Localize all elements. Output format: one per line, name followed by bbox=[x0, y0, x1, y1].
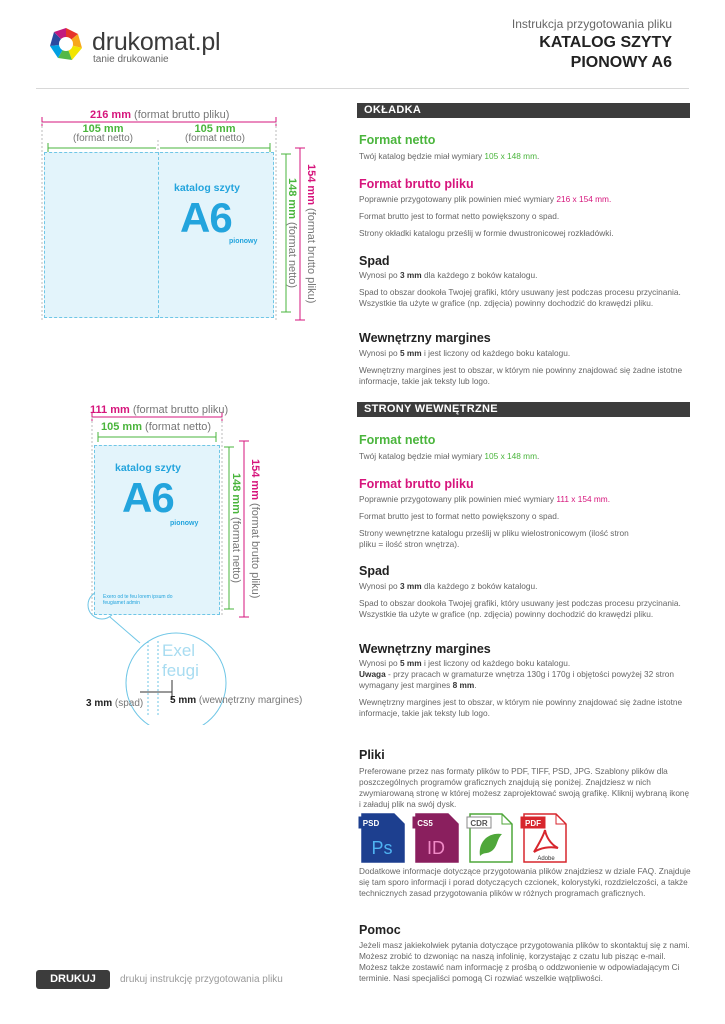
svg-text:ID: ID bbox=[427, 838, 445, 858]
inner-sample-text: Exero od te feu lorem ipsum do feugiamet admin bbox=[103, 594, 173, 606]
cover-brutto-width-note: (format brutto pliku) bbox=[134, 109, 230, 121]
inner-netto-text-2: . bbox=[537, 451, 540, 461]
inner-warning-label: Uwaga bbox=[359, 669, 386, 679]
cover-spine bbox=[158, 152, 159, 318]
document-title bbox=[452, 33, 672, 73]
inner-brutto-text-1: Poprawnie przygotowany plik powinien mieć wymiary bbox=[359, 494, 557, 504]
cover-netto-heading: Format netto bbox=[359, 133, 436, 147]
cover-bleed-value: 3 mm bbox=[399, 270, 422, 280]
file-icons-row bbox=[358, 812, 598, 866]
cover-margin-text-2: i jest liczony od każdego boku katalogu. bbox=[421, 348, 571, 358]
file-tag: CDR bbox=[470, 819, 488, 828]
file-tag: PDF bbox=[525, 819, 541, 828]
bleed-note: (spad) bbox=[114, 698, 144, 709]
files-text: Preferowane przez nas formaty plików to PDF, TIFF, PSD, JPG. Szablony plików dla poszczególnych programów graficznych znajdują się poniżej. Znajdziesz w nich zwymiarowaną stronę w której możesz zaprojektować swoją grafikę. Kliknij wybraną ikonę i załaduj plik na swój dysk. bbox=[359, 766, 690, 809]
inner-warning-text: - przy pracach w gramaturze wnętrza 130g i 170g i objętości powyżej 32 stron wymagany jest margines bbox=[359, 669, 674, 690]
cover-half2 bbox=[180, 124, 250, 144]
inner-bleed-desc: Spad to obszar dookoła Twojej grafiki, który usuwany jest podczas procesu przycinania. Wszystkie tła użyte w grafice (np. zdjęcia) powinny dochodzić do krawędzi pliku. bbox=[359, 598, 681, 619]
cover-brutto-text bbox=[359, 194, 691, 205]
inner-brutto-height bbox=[249, 459, 261, 598]
inner-bleed-text bbox=[359, 581, 691, 592]
inner-brutto-width bbox=[90, 404, 228, 416]
cover-brutto-height bbox=[305, 164, 317, 303]
cover-brutto-text-3: Strony okładki katalogu prześlij w formie dwustronicowej rozkładówki. bbox=[359, 228, 614, 238]
cover-size-label: A6 bbox=[180, 194, 232, 241]
cover-brutto-value: 216 x 154 mm. bbox=[556, 194, 612, 204]
inner-netto-height-note: (format netto) bbox=[230, 517, 242, 584]
cover-brutto-text-2: Format brutto jest to format netto powiększony o spad. bbox=[359, 211, 560, 221]
title-line-2: PIONOWY A6 bbox=[570, 54, 672, 71]
pdf-icon[interactable] bbox=[520, 812, 570, 864]
inner-brutto-text-3: Strony wewnętrzne katalogu prześlij w pliku wielostronicowym (ilość stron pliku = ilość stron wnętrza). bbox=[359, 528, 629, 549]
inner-brutto-heading: Format brutto pliku bbox=[359, 477, 474, 491]
coreldraw-icon[interactable] bbox=[466, 812, 516, 864]
title-line-1: KATALOG SZYTY bbox=[539, 34, 672, 51]
inner-brutto-width-note: (format brutto pliku) bbox=[132, 404, 229, 416]
inner-section-bar: STRONY WEWNĘTRZNE bbox=[357, 402, 690, 417]
inner-bleed-text-2: dla każdego z boków katalogu. bbox=[421, 581, 538, 591]
inner-netto-width bbox=[101, 421, 211, 433]
inner-brutto-text bbox=[359, 494, 691, 505]
indesign-icon[interactable] bbox=[412, 812, 462, 864]
cover-margin-text bbox=[359, 348, 691, 359]
cover-netto-value: 105 x 148 mm bbox=[484, 151, 537, 161]
margin-value: 5 mm bbox=[170, 695, 197, 706]
cover-section-bar: OKŁADKA bbox=[357, 103, 690, 118]
cover-margin-value: 5 mm bbox=[399, 348, 422, 358]
inner-brutto-text-2: Format brutto jest to format netto powiększony o spad. bbox=[359, 511, 560, 521]
file-tag: PSD bbox=[362, 819, 380, 828]
cover-bleed-desc: Spad to obszar dookoła Twojej grafiki, który usuwany jest podczas procesu przycinania. Wszystkie tła użyte w grafice (np. zdjęcia) powinny dochodzić do krawędzi pliku. bbox=[359, 287, 681, 308]
cover-diagram bbox=[0, 0, 340, 340]
cover-margin-heading: Wewnętrzny margines bbox=[359, 331, 491, 345]
print-button[interactable]: DRUKUJ bbox=[36, 970, 110, 989]
files-heading: Pliki bbox=[359, 748, 385, 762]
cover-bleed-text-2: dla każdego z boków katalogu. bbox=[421, 270, 538, 280]
bleed-value: 3 mm bbox=[86, 698, 113, 709]
cover-brutto-height-note: (format brutto pliku) bbox=[305, 208, 317, 304]
cover-brutto-width bbox=[90, 109, 229, 121]
inner-diagram bbox=[0, 395, 340, 725]
cover-margin-text-1: Wynosi po bbox=[359, 348, 400, 358]
inner-orientation-label: pionowy bbox=[170, 520, 199, 527]
margin-label bbox=[170, 695, 302, 706]
margin-note: (wewnętrzny margines) bbox=[198, 695, 303, 706]
file-tag: CS5 bbox=[417, 819, 433, 828]
cover-bleed-heading: Spad bbox=[359, 254, 390, 268]
help-text: Jeżeli masz jakiekolwiek pytania dotyczące przygotowania plików to skontaktuj się z nami. Możesz zrobić to dzwoniąc na naszą infolinię, korzystając z czatu lub pisząc e-mail. Możesz także zostawić nam informację z prośbą o oddzwonienie w odpowiadającym Ci terminie. Nasi specjaliści pomogą Ci rozwiać wszelkie wątpliwości. bbox=[359, 940, 690, 983]
inner-brutto-value: 111 x 154 mm. bbox=[556, 494, 611, 504]
cover-orientation-label: pionowy bbox=[229, 238, 258, 245]
cover-brutto-width-value: 216 mm bbox=[90, 109, 131, 121]
inner-margin-text-2: i jest liczony od każdego boku katalogu. bbox=[421, 658, 571, 668]
inner-size-label: A6 bbox=[122, 474, 174, 521]
cover-brutto-text-1: Poprawnie przygotowany plik powinien mieć wymiary bbox=[359, 194, 557, 204]
cover-netto-text bbox=[359, 151, 691, 162]
cover-brutto-heading: Format brutto pliku bbox=[359, 177, 474, 191]
cover-half2-value: 105 mm bbox=[194, 123, 236, 135]
inner-netto-text-1: Twój katalog będzie miał wymiary bbox=[359, 451, 485, 461]
inner-brutto-height-value: 154 mm bbox=[249, 459, 261, 500]
cover-brutto-height-value: 154 mm bbox=[305, 164, 317, 205]
cover-bleed-text-1: Wynosi po bbox=[359, 270, 400, 280]
inner-netto-width-value: 105 mm bbox=[101, 421, 142, 433]
svg-text:Ps: Ps bbox=[371, 838, 393, 858]
photoshop-icon[interactable] bbox=[358, 812, 408, 864]
inner-brutto-height-note: (format brutto pliku) bbox=[249, 503, 261, 599]
inner-margin-heading: Wewnętrzny margines bbox=[359, 642, 491, 656]
cover-netto-text-2: . bbox=[537, 151, 540, 161]
cover-half1-value: 105 mm bbox=[82, 123, 124, 135]
cover-half1-note: (format netto) bbox=[72, 133, 134, 144]
cover-margin-desc: Wewnętrzny margines jest to obszar, w którym nie powinny znajdować się żadne istotne informacje, takie jak teksty lub logo. bbox=[359, 365, 683, 386]
inner-netto-text bbox=[359, 451, 691, 462]
zoom-word-2: feugi bbox=[162, 661, 199, 680]
inner-netto-heading: Format netto bbox=[359, 433, 436, 447]
inner-warning-value: 8 mm bbox=[452, 680, 475, 690]
inner-bleed-value: 3 mm bbox=[399, 581, 422, 591]
cover-netto-height-value: 148 mm bbox=[286, 178, 298, 219]
cover-bleed-text bbox=[359, 270, 691, 281]
zoom-word-1: Exel bbox=[162, 641, 196, 660]
inner-brutto-width-value: 111 mm bbox=[90, 404, 130, 416]
cover-half2-note: (format netto) bbox=[184, 133, 246, 144]
help-heading: Pomoc bbox=[359, 923, 401, 937]
inner-warning bbox=[359, 669, 691, 691]
cover-half1 bbox=[68, 124, 138, 144]
cover-sheet bbox=[44, 152, 274, 318]
cover-netto-height-note: (format netto) bbox=[286, 222, 298, 289]
cover-netto-height bbox=[286, 178, 298, 288]
inner-netto-height bbox=[230, 473, 242, 583]
cover-catalog-label: katalog szyty bbox=[174, 182, 240, 194]
inner-margin-value: 5 mm bbox=[399, 658, 422, 668]
inner-warning-end: . bbox=[474, 680, 477, 690]
inner-bleed-text-1: Wynosi po bbox=[359, 581, 400, 591]
inner-margin-text bbox=[359, 658, 691, 669]
print-link[interactable]: drukuj instrukcję przygotowania pliku bbox=[120, 974, 283, 985]
inner-margin-text-1: Wynosi po bbox=[359, 658, 400, 668]
inner-catalog-label: katalog szyty bbox=[115, 462, 181, 474]
document-subtitle: Instrukcja przygotowania pliku bbox=[511, 17, 672, 31]
brand-name: drukomat.pl bbox=[92, 28, 221, 56]
inner-netto-width-note: (format netto) bbox=[145, 421, 212, 433]
inner-bleed-heading: Spad bbox=[359, 564, 390, 578]
inner-netto-height-value: 148 mm bbox=[230, 473, 242, 514]
inner-margin-desc: Wewnętrzny margines jest to obszar, w którym nie powinny znajdować się żadne istotne informacje, takie jak teksty lub logo. bbox=[359, 697, 683, 718]
svg-text:Adobe: Adobe bbox=[537, 856, 555, 862]
bleed-label bbox=[86, 698, 143, 709]
brand-tagline: tanie drukowanie bbox=[93, 54, 169, 65]
inner-netto-value: 105 x 148 mm bbox=[484, 451, 537, 461]
files-faq-text: Dodatkowe informacje dotyczące przygotowania plików znajdziesz w dziale FAQ. Znajduje się tam sporo informacji i porad dotyczących czcionek, kolorystyki, rozdzielczości, a także technicznych zasad przygotowania plików w różnych programach graficznych. bbox=[359, 866, 691, 898]
cover-netto-text-1: Twój katalog będzie miał wymiary bbox=[359, 151, 485, 161]
